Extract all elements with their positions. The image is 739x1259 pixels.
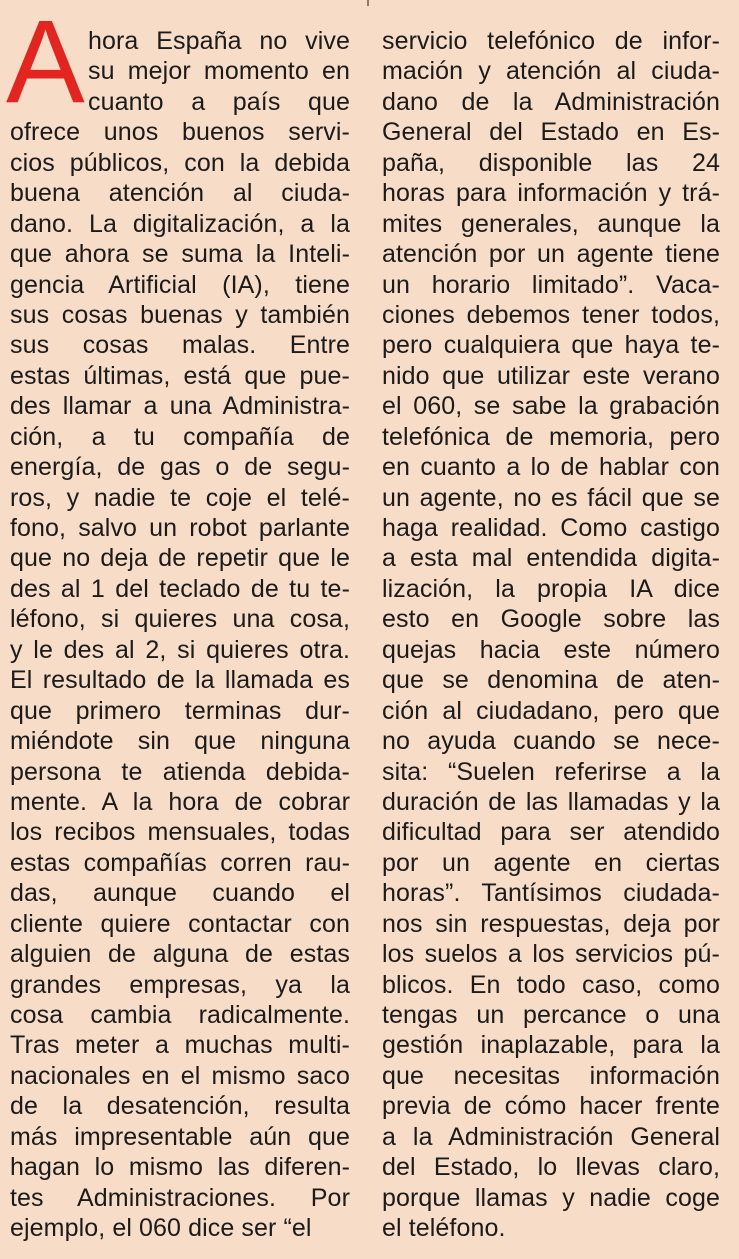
article-text-line: quejas hacia este número [382,635,720,664]
article-text-line: gestión inaplazable, para la [382,1031,720,1060]
article-text-line: ofrece unos buenos servi- [10,118,350,147]
article-text-line: que no deja de repetir que le [10,544,350,573]
article-text-line: blicos. En todo caso, como [382,970,720,999]
article-text-line: a la Administración General [382,1122,720,1151]
article-text-line: persona te atienda debida- [10,757,350,786]
article-text-line: ción, a tu compañía de [10,422,350,451]
article-text-line: y le des al 2, si quieres otra. [10,635,350,664]
article-text-line: sus cosas buenas y también [10,300,350,329]
article-text-line: ros, y nadie te coje el telé- [10,483,350,512]
article-text-line: hagan lo mismo las diferen- [10,1153,350,1182]
article-text-line: das, aunque cuando el [10,879,350,908]
article-text-line: porque llamas y nadie coge [382,1183,720,1212]
article-text-line: en cuanto a lo de hablar con [382,453,720,482]
article-text-line: tengas un percance o una [382,1001,720,1029]
article-text-line: léfono, si quieres una cosa, [10,605,350,634]
article-text-line: su mejor momento en [88,57,350,86]
article-text-line: nacionales en el mismo saco [10,1061,350,1090]
article-text-line: buena atención al ciuda- [10,179,350,208]
article-text-line: cuanto a país que [88,87,350,116]
article-text-line: esto en Google sobre las [382,605,720,634]
article-text-line: cios públicos, con la debida [10,148,350,177]
article-text-line: paña, disponible las 24 [382,148,720,177]
article-text-line: que necesitas información [382,1061,720,1090]
article-text-line: un horario limitado”. Vaca- [382,270,720,299]
article-text-line: sus cosas malas. Entre [10,331,350,360]
article-text-line: des al 1 del teclado de tu te- [10,574,350,603]
article-text-line: horas para información y trá- [382,179,720,208]
article-text-line: mación y atención al ciuda- [382,57,720,86]
article-text-line: nido que utilizar este verano [382,361,720,390]
article-text-line: el 060, se sabe la grabación [382,392,720,421]
article-text-line: ción al ciudadano, pero que [382,696,720,725]
article-text-line: cliente quiere contactar con [10,909,350,938]
article-text-line: gencia Artificial (IA), tiene [10,270,350,299]
article-text-line: dano de la Administración [382,87,720,116]
article-text-line: Tras meter a muchas multi- [10,1031,350,1060]
article-text-line: cosa cambia radicalmente. [10,1001,350,1029]
article-text-line: pero cualquiera que haya te- [382,331,720,360]
article-text-line: de la desatención, resulta [10,1092,350,1121]
article-text-line: hora España no vive [88,27,350,55]
article-text-line: ejemplo, el 060 dice ser “el [10,1214,312,1243]
article-column-right [382,26,720,1244]
article-text-line: que se denomina de aten- [382,666,720,695]
article-text-line: estas compañías corren rau- [10,848,350,877]
article-text-line: del Estado, lo llevas claro, [382,1153,720,1182]
article-text-line: los suelos a los servicios pú- [382,940,720,969]
article-text-line: los recibos mensuales, todas [10,818,350,847]
article-text-line: miéndote sin que ninguna [10,727,350,756]
article-text-line: fono, salvo un robot parlante [10,514,350,542]
article-text-line: horas”. Tantísimos ciudada- [382,879,720,908]
article-text-line: energía, de gas o de segu- [10,453,350,482]
article-text-line: haga realidad. Como castigo [382,514,720,542]
article-text-line: alguien de alguna de estas [10,940,350,969]
article-text-line: más impresentable aún que [10,1122,350,1151]
article-text-line: el teléfono. [382,1214,506,1243]
article-text-line: un agente, no es fácil que se [382,483,720,512]
article-text-line: tes Administraciones. Por [10,1183,350,1212]
article-text-line: mente. A la hora de cobrar [10,787,350,816]
article-text-line: estas últimas, está que pue- [10,361,350,390]
article-text-line: que ahora se suma la Inteli- [10,240,350,269]
article-text-line: dano. La digitalización, a la [10,209,350,238]
article-text-line: por un agente en ciertas [382,848,720,877]
article-text-line: des llamar a una Administra- [10,392,350,421]
article-text-line: atención por un agente tiene [382,240,720,269]
article-text-line: grandes empresas, ya la [10,970,350,999]
article-text-line: General del Estado en Es- [382,118,720,147]
article-text-line: a esta mal entendida digita- [382,544,720,573]
article-text-line: mites generales, aunque la [382,209,720,238]
article-text-line: que primero terminas dur- [10,696,350,725]
article-text-line: sita: “Suelen referirse a la [382,757,720,786]
article-text-line: El resultado de la llamada es [10,666,350,695]
column-divider-mark [367,0,369,6]
drop-cap-letter: A [6,0,85,128]
article-text-line: dificultad para ser atendido [382,818,720,847]
article-column-left [10,26,350,1244]
article-text-line: ciones debemos tener todos, [382,300,720,329]
article-text-line: telefónica de memoria, pero [382,422,720,451]
article-text-line: servicio telefónico de infor- [382,27,720,55]
article-text-line: lización, la propia IA dice [382,574,720,603]
article-text-line: no ayuda cuando se nece- [382,727,720,756]
article-text-line: nos sin respuestas, deja por [382,909,720,938]
article-text-line: previa de cómo hacer frente [382,1092,720,1121]
article-text-line: duración de las llamadas y la [382,787,720,816]
